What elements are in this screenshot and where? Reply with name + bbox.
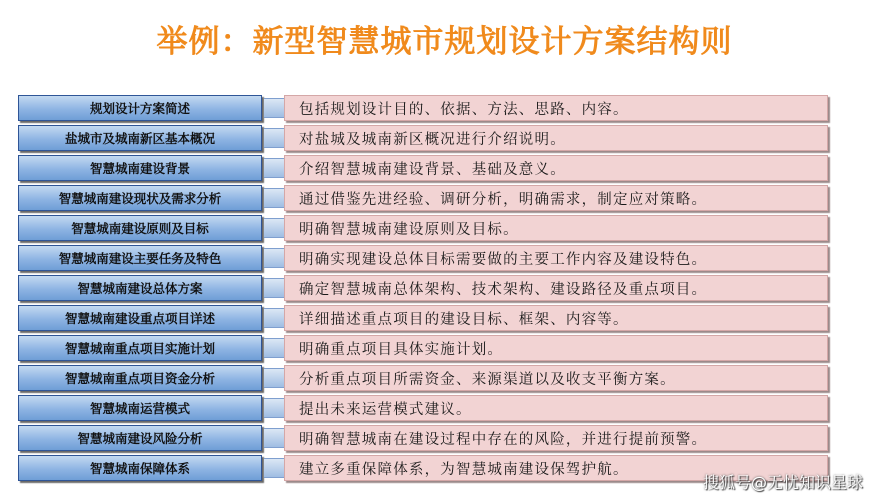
slide-title: 举例：新型智慧城市规划设计方案结构则 <box>156 24 733 60</box>
section-description: 通过借鉴先进经验、调研分析，明确需求，制定应对策略。 <box>284 185 828 211</box>
row-connector <box>264 308 284 328</box>
structure-row <box>18 425 834 451</box>
section-description: 提出未来运营模式建议。 <box>284 395 828 421</box>
section-description: 分析重点项目所需资金、来源渠道以及收支平衡方案。 <box>284 365 828 391</box>
section-label: 智慧城南建设总体方案 <box>18 275 262 301</box>
structure-row <box>18 275 834 301</box>
row-connector <box>264 338 284 358</box>
row-connector <box>264 368 284 388</box>
section-description: 详细描述重点项目的建设目标、框架、内容等。 <box>284 305 828 331</box>
structure-row <box>18 155 834 181</box>
structure-row <box>18 365 834 391</box>
structure-row <box>18 245 834 271</box>
row-connector <box>264 458 284 478</box>
structure-row <box>18 185 834 211</box>
section-label: 智慧城南建设主要任务及特色 <box>18 245 262 271</box>
section-description: 明确重点项目具体实施计划。 <box>284 335 828 361</box>
section-label: 智慧城南建设原则及目标 <box>18 215 262 241</box>
row-connector <box>264 218 284 238</box>
structure-row <box>18 95 834 121</box>
row-connector <box>264 98 284 118</box>
row-connector <box>264 128 284 148</box>
section-description: 包括规划设计目的、依据、方法、思路、内容。 <box>284 95 828 121</box>
row-connector <box>264 428 284 448</box>
section-description: 建立多重保障体系，为智慧城南建设保驾护航。 <box>284 455 828 481</box>
section-description: 介绍智慧城南建设背景、基础及意义。 <box>284 155 828 181</box>
row-connector <box>264 248 284 268</box>
section-label: 盐城市及城南新区基本概况 <box>18 125 262 151</box>
structure-row <box>18 305 834 331</box>
row-connector <box>264 158 284 178</box>
section-description: 明确智慧城南在建设过程中存在的风险，并进行提前预警。 <box>284 425 828 451</box>
section-description: 明确实现建设总体目标需要做的主要工作内容及建设特色。 <box>284 245 828 271</box>
section-description: 对盐城及城南新区概况进行介绍说明。 <box>284 125 828 151</box>
section-label: 智慧城南重点项目资金分析 <box>18 365 262 391</box>
section-label: 智慧城南保障体系 <box>18 455 262 481</box>
structure-row <box>18 395 834 421</box>
section-label: 智慧城南建设现状及需求分析 <box>18 185 262 211</box>
watermark-text: 搜狐号@无忧知识星球 <box>702 473 863 492</box>
row-connector <box>264 188 284 208</box>
section-label: 智慧城南建设背景 <box>18 155 262 181</box>
section-description: 确定智慧城南总体架构、技术架构、建设路径及重点项目。 <box>284 275 828 301</box>
section-label: 智慧城南运营模式 <box>18 395 262 421</box>
structure-row <box>18 215 834 241</box>
row-connector <box>264 278 284 298</box>
section-label: 智慧城南建设风险分析 <box>18 425 262 451</box>
section-description: 明确智慧城南建设原则及目标。 <box>284 215 828 241</box>
section-label: 智慧城南建设重点项目详述 <box>18 305 262 331</box>
section-label: 智慧城南重点项目实施计划 <box>18 335 262 361</box>
section-label: 规划设计方案简述 <box>18 95 262 121</box>
row-connector <box>264 398 284 418</box>
structure-row <box>18 125 834 151</box>
structure-row <box>18 335 834 361</box>
